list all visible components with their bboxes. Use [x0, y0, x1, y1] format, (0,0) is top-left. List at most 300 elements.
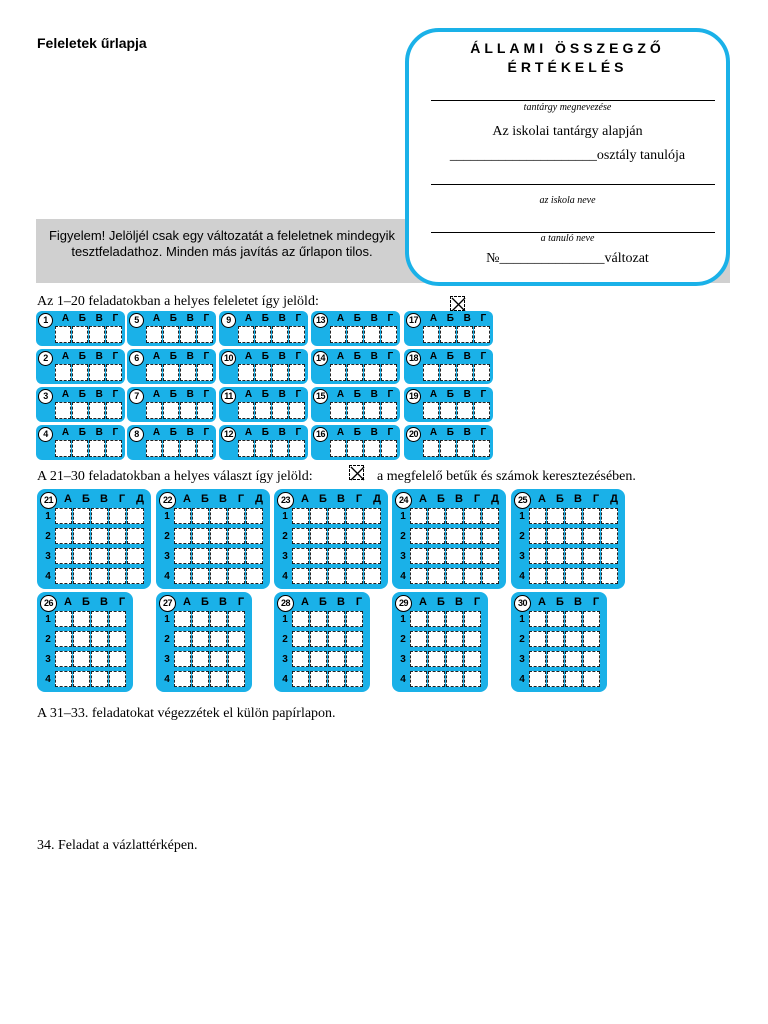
answer-checkbox[interactable] [55, 651, 72, 667]
answer-checkbox[interactable] [228, 548, 245, 564]
answer-checkbox[interactable] [583, 631, 600, 647]
answer-checkbox[interactable] [55, 631, 72, 647]
answer-checkbox[interactable] [246, 548, 263, 564]
answer-checkbox[interactable] [547, 611, 564, 627]
option-letter: В [186, 351, 194, 362]
answer-checkbox[interactable] [310, 631, 327, 647]
answer-checkbox[interactable] [381, 326, 397, 343]
answer-checkbox[interactable] [89, 402, 105, 419]
answer-checkbox[interactable] [464, 631, 481, 647]
answer-checkbox[interactable] [423, 440, 439, 457]
answer-checkbox[interactable] [410, 651, 427, 667]
answer-checkbox[interactable] [192, 611, 209, 627]
answer-checkbox[interactable] [464, 568, 481, 584]
question-card-12 [219, 425, 308, 460]
answer-checkbox[interactable] [238, 326, 254, 343]
answer-checkbox[interactable] [446, 651, 463, 667]
answer-checkbox[interactable] [565, 548, 582, 564]
option-letter: А [61, 351, 70, 362]
answer-checkbox[interactable] [583, 508, 600, 524]
answer-checkbox[interactable] [272, 440, 288, 457]
answer-checkbox[interactable] [346, 611, 363, 627]
answer-checkbox[interactable] [55, 528, 72, 544]
row-number: 1 [400, 510, 406, 522]
answer-checkbox[interactable] [197, 326, 213, 343]
answer-checkbox[interactable] [73, 611, 90, 627]
answer-checkbox[interactable] [127, 568, 144, 584]
answer-checkbox[interactable] [72, 326, 88, 343]
answer-checkbox[interactable] [428, 508, 445, 524]
answer-checkbox[interactable] [346, 508, 363, 524]
answer-checkbox[interactable] [192, 651, 209, 667]
answer-checkbox[interactable] [109, 528, 126, 544]
answer-checkbox[interactable] [127, 548, 144, 564]
answer-checkbox[interactable] [583, 611, 600, 627]
answer-checkbox[interactable] [428, 568, 445, 584]
question-number: 28 [277, 595, 294, 612]
question-number: 22 [159, 492, 176, 509]
question-number: 15 [313, 389, 328, 404]
answer-checkbox[interactable] [440, 402, 456, 419]
answer-checkbox[interactable] [55, 548, 72, 564]
option-letter: Г [480, 313, 487, 324]
answer-checkbox[interactable] [91, 548, 108, 564]
answer-checkbox[interactable] [547, 631, 564, 647]
answer-checkbox[interactable] [583, 528, 600, 544]
answer-checkbox[interactable] [328, 508, 345, 524]
answer-checkbox[interactable] [55, 402, 71, 419]
answer-checkbox[interactable] [72, 402, 88, 419]
option-letter: Г [112, 389, 119, 400]
answer-checkbox[interactable] [410, 568, 427, 584]
answer-checkbox[interactable] [73, 631, 90, 647]
answer-checkbox[interactable] [601, 568, 618, 584]
answer-checkbox[interactable] [210, 671, 227, 687]
answer-checkbox[interactable] [446, 528, 463, 544]
answer-checkbox[interactable] [529, 508, 546, 524]
answer-checkbox[interactable] [464, 611, 481, 627]
answer-checkbox[interactable] [529, 528, 546, 544]
answer-checkbox[interactable] [255, 402, 271, 419]
answer-checkbox[interactable] [192, 631, 209, 647]
answer-checkbox[interactable] [330, 364, 346, 381]
answer-checkbox[interactable] [464, 548, 481, 564]
answer-checkbox[interactable] [163, 402, 179, 419]
answer-checkbox[interactable] [210, 631, 227, 647]
answer-checkbox[interactable] [423, 364, 439, 381]
answer-checkbox[interactable] [246, 508, 263, 524]
answer-checkbox[interactable] [91, 508, 108, 524]
answer-checkbox[interactable] [91, 611, 108, 627]
answer-checkbox[interactable] [364, 508, 381, 524]
match-row-1 [160, 508, 264, 524]
answer-checkbox[interactable] [347, 364, 363, 381]
answer-checkbox[interactable] [330, 326, 346, 343]
answer-checkbox[interactable] [210, 508, 227, 524]
answer-checkbox[interactable] [565, 568, 582, 584]
answer-checkbox[interactable] [73, 548, 90, 564]
answer-checkbox[interactable] [91, 568, 108, 584]
answer-checkbox[interactable] [428, 651, 445, 667]
answer-checkbox[interactable] [292, 631, 309, 647]
answer-checkbox[interactable] [547, 508, 564, 524]
answer-checkbox[interactable] [180, 402, 196, 419]
answer-checkbox[interactable] [228, 528, 245, 544]
answer-checkbox[interactable] [547, 568, 564, 584]
answer-checkbox[interactable] [174, 651, 191, 667]
answer-checkbox[interactable] [73, 671, 90, 687]
answer-checkbox[interactable] [457, 440, 473, 457]
answer-checkbox[interactable] [410, 631, 427, 647]
answer-checkbox[interactable] [106, 402, 122, 419]
answer-checkbox[interactable] [482, 528, 499, 544]
answer-checkbox[interactable] [255, 364, 271, 381]
answer-checkbox[interactable] [180, 364, 196, 381]
question-number: 21 [40, 492, 57, 509]
answer-checkbox[interactable] [292, 508, 309, 524]
answer-checkbox[interactable] [109, 508, 126, 524]
answer-checkbox[interactable] [289, 326, 305, 343]
answer-checkbox[interactable] [474, 364, 490, 381]
answer-checkbox[interactable] [292, 611, 309, 627]
answer-checkbox[interactable] [72, 440, 88, 457]
answer-checkbox[interactable] [410, 671, 427, 687]
answer-checkbox[interactable] [73, 508, 90, 524]
answer-checkbox[interactable] [292, 548, 309, 564]
answer-checkbox[interactable] [197, 440, 213, 457]
answer-checkbox[interactable] [228, 671, 245, 687]
answer-checkbox[interactable] [174, 671, 191, 687]
answer-checkbox[interactable] [192, 568, 209, 584]
answer-checkbox[interactable] [547, 651, 564, 667]
answer-checkbox[interactable] [428, 611, 445, 627]
answer-checkbox[interactable] [364, 326, 380, 343]
answer-checkbox[interactable] [583, 548, 600, 564]
answer-checkbox[interactable] [73, 651, 90, 667]
answer-checkbox[interactable] [428, 671, 445, 687]
answer-checkbox[interactable] [347, 402, 363, 419]
answer-checkbox[interactable] [583, 651, 600, 667]
answer-checkbox[interactable] [381, 364, 397, 381]
answer-checkbox[interactable] [410, 548, 427, 564]
answer-checkbox[interactable] [328, 611, 345, 627]
answer-checkbox[interactable] [457, 364, 473, 381]
option-letter: Г [295, 351, 302, 362]
option-letter: Б [319, 493, 327, 505]
answer-checkbox[interactable] [565, 651, 582, 667]
row-number: 1 [519, 613, 525, 625]
answer-checkbox[interactable] [292, 651, 309, 667]
answer-checkbox[interactable] [428, 528, 445, 544]
answer-checkbox[interactable] [310, 508, 327, 524]
answer-checkbox[interactable] [446, 548, 463, 564]
answer-checkbox[interactable] [146, 326, 162, 343]
answer-checkbox[interactable] [55, 364, 71, 381]
question-card-2 [36, 349, 125, 384]
answer-checkbox[interactable] [310, 671, 327, 687]
answer-checkbox[interactable] [346, 631, 363, 647]
answer-checkbox[interactable] [347, 440, 363, 457]
answer-checkbox[interactable] [197, 364, 213, 381]
answer-checkbox[interactable] [364, 402, 380, 419]
answer-checkbox[interactable] [238, 402, 254, 419]
answer-checkbox[interactable] [446, 631, 463, 647]
answer-checkbox[interactable] [310, 611, 327, 627]
variant-text[interactable]: №_______________változat [486, 251, 649, 266]
class-text[interactable]: _____________________osztály tanulója [449, 148, 686, 163]
answer-checkbox[interactable] [289, 440, 305, 457]
answer-checkbox[interactable] [228, 631, 245, 647]
answer-checkbox[interactable] [446, 568, 463, 584]
answer-checkbox[interactable] [55, 508, 72, 524]
answer-checkbox[interactable] [289, 402, 305, 419]
answer-checkbox[interactable] [255, 440, 271, 457]
answer-checkbox[interactable] [146, 440, 162, 457]
answer-checkbox[interactable] [109, 651, 126, 667]
answer-checkbox[interactable] [364, 568, 381, 584]
answer-checkbox[interactable] [583, 568, 600, 584]
answer-checkbox[interactable] [228, 651, 245, 667]
answer-checkbox[interactable] [228, 568, 245, 584]
answer-checkbox[interactable] [192, 508, 209, 524]
question-card-19 [404, 387, 493, 422]
answer-checkbox[interactable] [292, 568, 309, 584]
answer-checkbox[interactable] [601, 548, 618, 564]
answer-checkbox[interactable] [109, 631, 126, 647]
answer-checkbox[interactable] [601, 528, 618, 544]
answer-checkbox[interactable] [272, 326, 288, 343]
answer-checkbox[interactable] [346, 651, 363, 667]
answer-checkbox[interactable] [482, 568, 499, 584]
answer-checkbox[interactable] [446, 611, 463, 627]
answer-checkbox[interactable] [474, 326, 490, 343]
answer-checkbox[interactable] [583, 671, 600, 687]
answer-checkbox[interactable] [210, 548, 227, 564]
match-row-3 [41, 651, 127, 667]
answer-checkbox[interactable] [246, 528, 263, 544]
answer-checkbox[interactable] [464, 671, 481, 687]
answer-checkbox[interactable] [192, 528, 209, 544]
answer-checkbox[interactable] [146, 402, 162, 419]
answer-checkbox[interactable] [464, 528, 481, 544]
answer-checkbox[interactable] [106, 440, 122, 457]
answer-checkbox[interactable] [601, 508, 618, 524]
answer-checkbox[interactable] [529, 631, 546, 647]
answer-checkbox[interactable] [210, 568, 227, 584]
answer-checkbox[interactable] [310, 548, 327, 564]
answer-checkbox[interactable] [330, 440, 346, 457]
answer-checkbox[interactable] [529, 548, 546, 564]
answer-checkbox[interactable] [55, 326, 71, 343]
answer-checkbox[interactable] [328, 528, 345, 544]
answer-checkbox[interactable] [464, 651, 481, 667]
answer-checkbox[interactable] [228, 611, 245, 627]
answer-checkbox[interactable] [210, 651, 227, 667]
answer-checkbox[interactable] [174, 528, 191, 544]
answer-checkbox[interactable] [55, 671, 72, 687]
question-card-28 [274, 592, 370, 692]
answer-checkbox[interactable] [565, 508, 582, 524]
answer-checkbox[interactable] [73, 568, 90, 584]
answer-checkbox[interactable] [55, 611, 72, 627]
option-letter: В [186, 313, 194, 324]
answer-checkbox[interactable] [364, 528, 381, 544]
answer-checkbox[interactable] [106, 364, 122, 381]
answer-checkbox[interactable] [109, 548, 126, 564]
answer-checkbox[interactable] [310, 528, 327, 544]
answer-checkbox[interactable] [364, 440, 380, 457]
answer-checkbox[interactable] [482, 548, 499, 564]
answer-checkbox[interactable] [272, 402, 288, 419]
answer-checkbox[interactable] [364, 364, 380, 381]
answer-checkbox[interactable] [127, 508, 144, 524]
answer-checkbox[interactable] [328, 631, 345, 647]
answer-checkbox[interactable] [547, 528, 564, 544]
answer-checkbox[interactable] [346, 548, 363, 564]
answer-checkbox[interactable] [330, 402, 346, 419]
answer-checkbox[interactable] [163, 364, 179, 381]
answer-checkbox[interactable] [106, 326, 122, 343]
answer-checkbox[interactable] [210, 528, 227, 544]
answer-checkbox[interactable] [174, 631, 191, 647]
answer-checkbox[interactable] [346, 671, 363, 687]
answer-checkbox[interactable] [272, 364, 288, 381]
answer-checkbox[interactable] [423, 402, 439, 419]
option-letter: Б [261, 351, 269, 362]
answer-checkbox[interactable] [174, 568, 191, 584]
match-row-4 [41, 568, 145, 584]
answer-checkbox[interactable] [428, 548, 445, 564]
answer-checkbox[interactable] [174, 508, 191, 524]
answer-checkbox[interactable] [197, 402, 213, 419]
answer-checkbox[interactable] [346, 528, 363, 544]
match-row-2 [515, 631, 601, 647]
answer-checkbox[interactable] [163, 326, 179, 343]
question-card-3 [36, 387, 125, 422]
answer-checkbox[interactable] [529, 568, 546, 584]
answer-checkbox[interactable] [292, 671, 309, 687]
answer-checkbox[interactable] [457, 326, 473, 343]
answer-checkbox[interactable] [73, 528, 90, 544]
answer-checkbox[interactable] [91, 671, 108, 687]
answer-checkbox[interactable] [529, 671, 546, 687]
answer-checkbox[interactable] [328, 671, 345, 687]
answer-checkbox[interactable] [446, 671, 463, 687]
answer-checkbox[interactable] [91, 631, 108, 647]
answer-checkbox[interactable] [328, 651, 345, 667]
answer-checkbox[interactable] [292, 528, 309, 544]
answer-checkbox[interactable] [210, 611, 227, 627]
answer-checkbox[interactable] [428, 631, 445, 647]
answer-checkbox[interactable] [289, 364, 305, 381]
answer-checkbox[interactable] [109, 671, 126, 687]
answer-checkbox[interactable] [89, 326, 105, 343]
answer-checkbox[interactable] [482, 508, 499, 524]
answer-checkbox[interactable] [238, 364, 254, 381]
answer-checkbox[interactable] [529, 611, 546, 627]
answer-checkbox[interactable] [72, 364, 88, 381]
answer-checkbox[interactable] [529, 651, 546, 667]
question-number: 12 [221, 427, 236, 442]
answer-checkbox[interactable] [440, 440, 456, 457]
answer-checkbox[interactable] [192, 548, 209, 564]
option-letter: Б [437, 596, 445, 608]
answer-checkbox[interactable] [565, 671, 582, 687]
answer-checkbox[interactable] [474, 402, 490, 419]
answer-checkbox[interactable] [474, 440, 490, 457]
answer-checkbox[interactable] [364, 548, 381, 564]
answer-checkbox[interactable] [328, 568, 345, 584]
school-caption: az iskola neve [539, 195, 596, 206]
answer-checkbox[interactable] [423, 326, 439, 343]
answer-checkbox[interactable] [55, 568, 72, 584]
answer-checkbox[interactable] [346, 568, 363, 584]
school-line[interactable] [431, 184, 715, 185]
answer-checkbox[interactable] [246, 568, 263, 584]
answer-checkbox[interactable] [55, 440, 71, 457]
answer-checkbox[interactable] [238, 440, 254, 457]
answer-checkbox[interactable] [174, 611, 191, 627]
answer-checkbox[interactable] [146, 364, 162, 381]
answer-checkbox[interactable] [255, 326, 271, 343]
match-row-2 [396, 528, 500, 544]
answer-checkbox[interactable] [91, 528, 108, 544]
answer-checkbox[interactable] [381, 402, 397, 419]
answer-checkbox[interactable] [565, 631, 582, 647]
option-letter: Г [203, 427, 210, 438]
answer-checkbox[interactable] [310, 651, 327, 667]
row-number: 1 [45, 613, 51, 625]
answer-checkbox[interactable] [174, 548, 191, 564]
question-card-20 [404, 425, 493, 460]
answer-checkbox[interactable] [109, 568, 126, 584]
answer-checkbox[interactable] [410, 611, 427, 627]
answer-checkbox[interactable] [180, 440, 196, 457]
answer-checkbox[interactable] [410, 508, 427, 524]
answer-checkbox[interactable] [91, 651, 108, 667]
answer-checkbox[interactable] [547, 548, 564, 564]
answer-checkbox[interactable] [446, 508, 463, 524]
answer-checkbox[interactable] [440, 364, 456, 381]
match-row-1 [41, 508, 145, 524]
answer-checkbox[interactable] [163, 440, 179, 457]
answer-checkbox[interactable] [565, 528, 582, 544]
option-letter: В [463, 351, 471, 362]
answer-checkbox[interactable] [410, 528, 427, 544]
answer-checkbox[interactable] [347, 326, 363, 343]
answer-checkbox[interactable] [192, 671, 209, 687]
answer-checkbox[interactable] [457, 402, 473, 419]
answer-checkbox[interactable] [228, 508, 245, 524]
question-card-24 [392, 489, 506, 589]
answer-checkbox[interactable] [127, 528, 144, 544]
answer-checkbox[interactable] [381, 440, 397, 457]
answer-checkbox[interactable] [310, 568, 327, 584]
answer-checkbox[interactable] [464, 508, 481, 524]
subject-line[interactable] [431, 100, 715, 101]
row-number: 1 [400, 613, 406, 625]
answer-checkbox[interactable] [109, 611, 126, 627]
row-number: 4 [164, 570, 170, 582]
answer-checkbox[interactable] [89, 364, 105, 381]
answer-checkbox[interactable] [328, 548, 345, 564]
option-letter: А [244, 351, 253, 362]
answer-checkbox[interactable] [89, 440, 105, 457]
answer-checkbox[interactable] [440, 326, 456, 343]
answer-checkbox[interactable] [180, 326, 196, 343]
answer-checkbox[interactable] [547, 671, 564, 687]
answer-checkbox[interactable] [565, 611, 582, 627]
